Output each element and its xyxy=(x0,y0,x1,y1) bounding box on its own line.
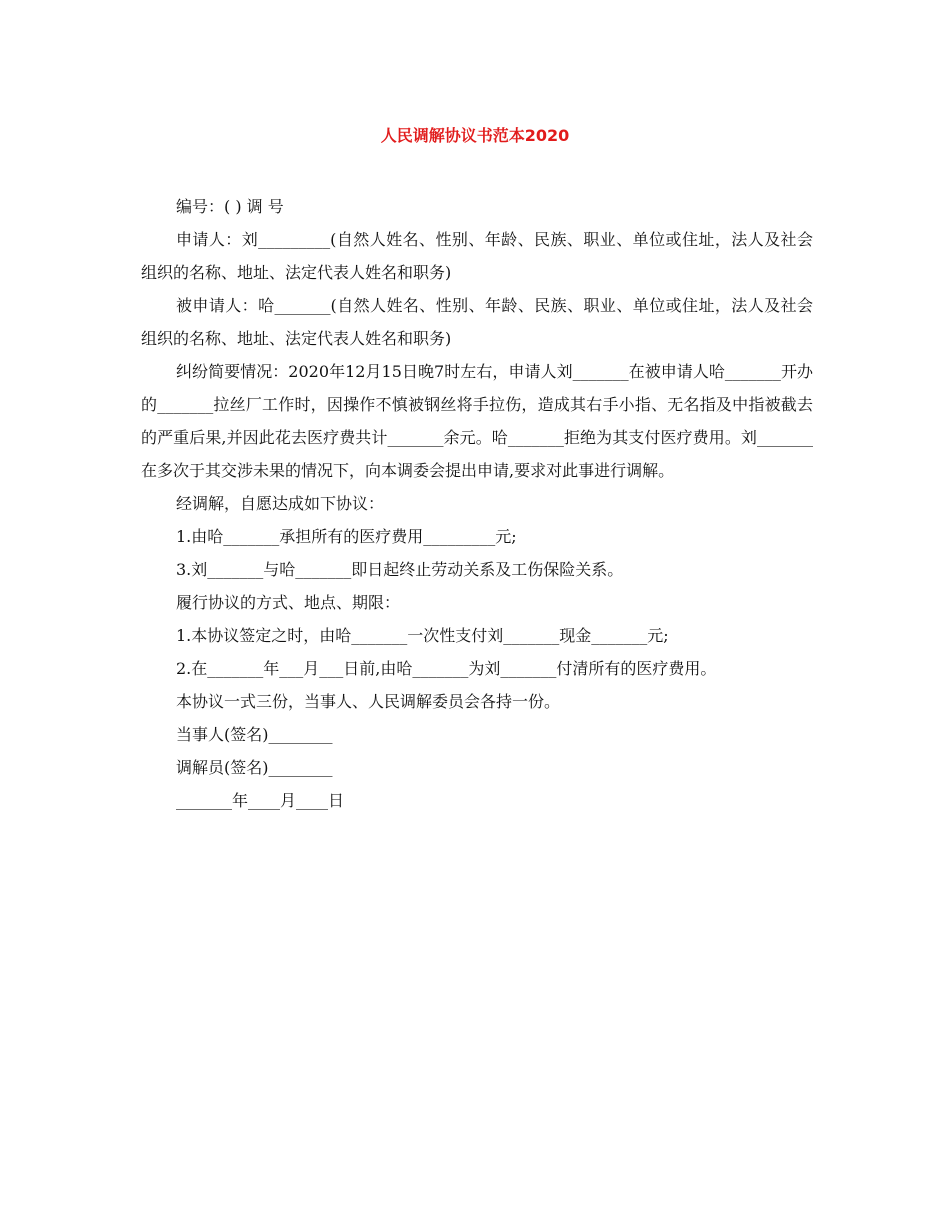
mediator-signature-line: 调解员(签名)________ xyxy=(176,758,333,777)
date-line: _______年____月____日 xyxy=(176,791,345,810)
respondent-paragraph: 被申请人：哈_______(自然人姓名、性别、年龄、民族、职业、单位或住址，法人及社会组织的名称、地址、法定代表人姓名和职务) xyxy=(141,296,813,348)
agreement-intro: 经调解，自愿达成如下协议： xyxy=(176,494,385,513)
agreement-item-3: 3.刘_______与哈_______即日起终止劳动关系及工伤保险关系。 xyxy=(176,560,624,579)
document-body xyxy=(141,190,813,817)
performance-item-1: 1.本协议签定之时，由哈_______一次性支付刘_______现金_______元; xyxy=(176,626,669,645)
performance-item-2: 2.在_______年___月___日前,由哈_______为刘_______付清所有的医疗费用。 xyxy=(176,659,717,678)
agreement-item-1: 1.由哈_______承担所有的医疗费用_________元; xyxy=(176,527,517,546)
case-number-line: 编号：( ) 调 号 xyxy=(176,197,284,216)
copies-statement: 本协议一式三份，当事人、人民调解委员会各持一份。 xyxy=(176,692,561,711)
applicant-paragraph: 申请人：刘_________(自然人姓名、性别、年龄、民族、职业、单位或住址，法人及社会组织的名称、地址、法定代表人姓名和职务) xyxy=(141,230,813,282)
dispute-summary-paragraph: 纠纷简要情况：2020年12月15日晚7时左右，申请人刘_______在被申请人哈_______开办的_______拉丝厂工作时，因操作不慎被钢丝将手拉伤，造成其右手小指、无名指及中指被截去的严重后果,并因此花去医疗费共计_______余元。哈_______拒绝为其支付医疗费用。刘_______在多次于其交涉未果的情况下，向本调委会提出申请,要求对此事进行调解。 xyxy=(141,362,813,480)
party-signature-line: 当事人(签名)________ xyxy=(176,725,333,744)
performance-heading: 履行协议的方式、地点、期限： xyxy=(176,593,401,612)
document-title: 人民调解协议书范本2020 xyxy=(380,126,570,145)
